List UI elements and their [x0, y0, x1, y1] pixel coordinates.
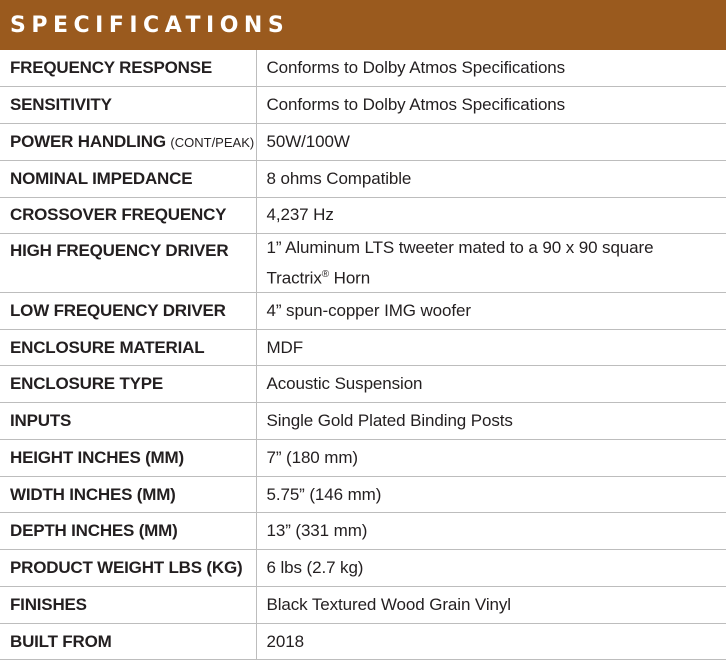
spec-row-nominal-impedance: [0, 160, 726, 197]
spec-label: WIDTH INCHES (MM): [0, 476, 256, 513]
registered-mark: ®: [321, 269, 330, 281]
spec-row-inputs: [0, 403, 726, 440]
spec-value: Black Textured Wood Grain Vinyl: [256, 586, 726, 623]
spec-label: PRODUCT WEIGHT LBS (KG): [0, 550, 256, 587]
spec-label: NOMINAL IMPEDANCE: [0, 160, 256, 197]
spec-row-crossover-frequency: [0, 197, 726, 234]
spec-label: HEIGHT INCHES (MM): [0, 439, 256, 476]
spec-label: FREQUENCY RESPONSE: [0, 50, 256, 87]
spec-label: BUILT FROM: [0, 623, 256, 660]
spec-row-height: [0, 439, 726, 476]
spec-label: ENCLOSURE MATERIAL: [0, 329, 256, 366]
spec-row-low-frequency-driver: [0, 292, 726, 329]
spec-value: 2018: [256, 623, 726, 660]
spec-value: Conforms to Dolby Atmos Specifications: [256, 50, 726, 87]
spec-value: 4” spun-copper IMG woofer: [256, 292, 726, 329]
spec-row-power-handling: [0, 124, 726, 161]
spec-label-cell: [0, 124, 256, 161]
spec-value: 50W/100W: [256, 124, 726, 161]
spec-value-line2: Tractrix: [266, 268, 322, 288]
spec-label: SENSITIVITY: [0, 87, 256, 124]
spec-row-product-weight: [0, 550, 726, 587]
spec-label-qualifier: (CONT/PEAK): [170, 134, 255, 150]
spec-value: 7” (180 mm): [256, 439, 726, 476]
spec-value: 5.75” (146 mm): [256, 476, 726, 513]
spec-row-sensitivity: [0, 87, 726, 124]
spec-value: 4,237 Hz: [256, 197, 726, 234]
spec-row-depth: [0, 513, 726, 550]
spec-row-enclosure-type: [0, 366, 726, 403]
spec-label: POWER HANDLING: [10, 131, 166, 151]
spec-row-width: [0, 476, 726, 513]
spec-value: 6 lbs (2.7 kg): [256, 550, 726, 587]
spec-label: FINISHES: [0, 586, 256, 623]
spec-value-line2-end: Horn: [329, 268, 371, 288]
spec-value: 8 ohms Compatible: [256, 160, 726, 197]
spec-value-cell: [256, 234, 726, 293]
spec-row-enclosure-material: [0, 329, 726, 366]
spec-label: HIGH FREQUENCY DRIVER: [0, 234, 256, 293]
spec-value: Acoustic Suspension: [256, 366, 726, 403]
spec-row-built-from: [0, 623, 726, 660]
spec-row-high-frequency-driver: [0, 234, 726, 293]
specifications-title: SPECIFICATIONS: [10, 12, 290, 38]
spec-value: MDF: [256, 329, 726, 366]
spec-label: INPUTS: [0, 403, 256, 440]
specifications-header: [0, 0, 726, 50]
specifications-table: [0, 50, 726, 660]
spec-value: Single Gold Plated Binding Posts: [256, 403, 726, 440]
spec-value-line1: 1” Aluminum LTS tweeter mated to a 90 x 90 square: [266, 238, 654, 258]
spec-value: 13” (331 mm): [256, 513, 726, 550]
spec-label: LOW FREQUENCY DRIVER: [0, 292, 256, 329]
spec-label: ENCLOSURE TYPE: [0, 366, 256, 403]
spec-label: DEPTH INCHES (MM): [0, 513, 256, 550]
spec-label: CROSSOVER FREQUENCY: [0, 197, 256, 234]
spec-value: Conforms to Dolby Atmos Specifications: [256, 87, 726, 124]
spec-row-frequency-response: [0, 50, 726, 87]
spec-row-finishes: [0, 586, 726, 623]
